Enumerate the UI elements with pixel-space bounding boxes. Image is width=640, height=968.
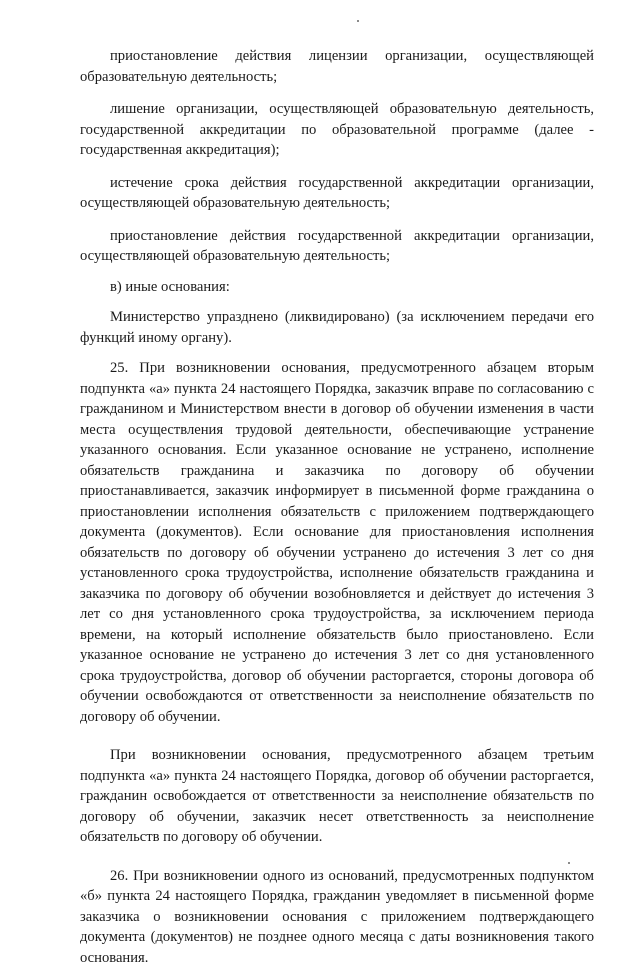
paragraph-accreditation-expiry: истечение срока действия государственной аккредитации организации, осуществляющей образовательную деятельность;	[80, 173, 594, 214]
paragraph-item-25: 25. При возникновении основания, предусмотренного абзацем вторым подпункта «а» пункта 24 настоящего Порядка, заказчик вправе по согласованию с гражданином и Министерством внести в договор об обучении изменения в части места осуществления трудовой деятельности, обеспечивающие устранение указанного основания. Если указанное основание не устранено, исполнение обязательств гражданина и заказчика по договору об обучении приостанавливается, заказчик информирует в письменной форме гражданина о приостановлении исполнения обязательств с приложением подтверждающего документа (документов). Если основание для приостановления исполнения обязательств по договору об обучении устранено до истечения 3 лет со дня установленного срока трудоустройства, исполнение обязательств гражданина и заказчика по договору об обучении возобновляется и действует до истечения 3 лет со дня установленного срока трудоустройства, за исключением периода времени, на который исполнение обязательств было приостановлено. Если указанное основание не устранено до истечения 3 лет со дня установленного срока трудоустройства, договор об обучении расторгается, стороны договора об обучении освобождаются от ответственности за неисполнение обязательств по договору об обучении.	[80, 358, 594, 727]
paragraph-other-grounds: в) иные основания:	[80, 277, 594, 298]
scan-speck	[357, 20, 359, 22]
paragraph-item-25-part-2: При возникновении основания, предусмотренного абзацем третьим подпункта «а» пункта 24 настоящего Порядка, договор об обучении расторгается, гражданин освобождается от ответственности за неисполнение обязательств по договору об обучении, заказчик несет ответственность за неисполнение обязательств по договору об обучении.	[80, 745, 594, 848]
paragraph-accreditation-suspension: приостановление действия государственной аккредитации организации, осуществляющей образовательную деятельность;	[80, 226, 594, 267]
paragraph-item-26: 26. При возникновении одного из оснований, предусмотренных подпунктом «б» пункта 24 настоящего Порядка, гражданин уведомляет в письменной форме заказчика о возникновении основания с приложением подтверждающего документа (документов) не позднее одного месяца с даты возникновения такого основания.	[80, 866, 594, 968]
paragraph-license-suspension: приостановление действия лицензии организации, осуществляющей образовательную деятельность;	[80, 46, 594, 87]
document-body	[80, 46, 594, 968]
paragraph-accreditation-revocation: лишение организации, осуществляющей образовательную деятельность, государственной аккредитации по образовательной программе (далее - государственная аккредитация);	[80, 99, 594, 161]
paragraph-ministry-abolished: Министерство упразднено (ликвидировано) (за исключением передачи его функций иному органу).	[80, 307, 594, 348]
